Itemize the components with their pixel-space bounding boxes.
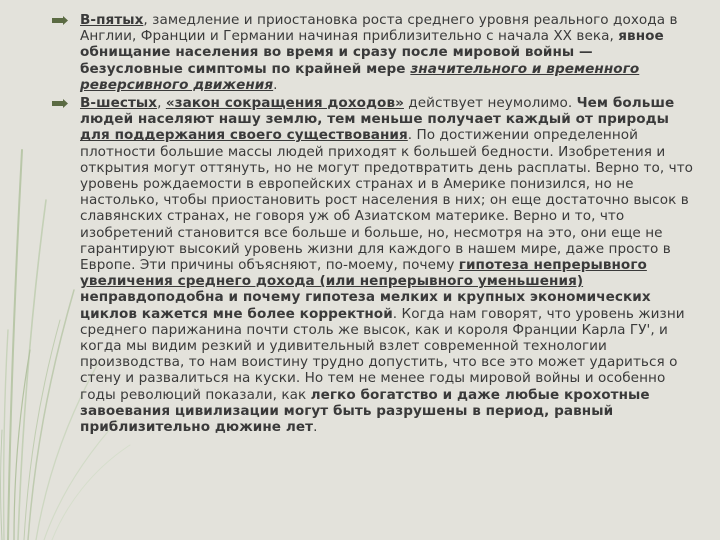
- text-run: В-пятых: [80, 12, 144, 28]
- text-run: ,: [157, 95, 166, 112]
- text-run: В-шестых: [80, 95, 158, 112]
- bullet-text: [80, 12, 678, 93]
- text-run: явное обнищание населения во время и сразу после мировой войны — безусловные симптомы по крайней мере: [80, 28, 664, 77]
- text-run: значительного и временного реверсивного движения: [80, 60, 640, 93]
- slide-body: [52, 12, 700, 437]
- text-run: . По достижении определенной плотности большие массы людей приходят к большей бедности. Изобретения и открытия могут оттянуть, но не могут предотвратить день расплаты. Верно то, что уровень рождаемости в европейских странах и в Америке понизился, но не настолько, чтобы приостановить рост населения в них; он еще достаточно высок в славянских странах, не говоря уж об Азиатском материке. Верно и то, что изобретений становится все больше и больше, но, несмотря на это, они еще не гарантируют высокий уровень жизни для каждого в нашем мире, даже просто в Европе. Эти причины объясняют, по-моему, почему: [80, 127, 694, 274]
- text-run: , замедление и приостановка роста среднего уровня реального дохода в Англии, Франции и Германии начиная приблизительно с начала XX века,: [80, 12, 678, 45]
- text-run: гипотеза непрерывного увеличения среднего дохода (или непрерывного уменьшения): [80, 257, 647, 290]
- bullet-text: [80, 95, 693, 435]
- pencil-icon: [52, 98, 68, 109]
- text-run: . Когда нам говорят, что уровень жизни среднего парижанина почти столь же высок, как и короля Франции Карла ГУ', и когда мы видим резкий и удивительный взлет современной технологии производства, то нам воистину трудно допустить, что все это может удариться о стену и развалиться на куски. Но тем не менее годы мировой войны и особенно годы революций показали, как: [80, 305, 685, 403]
- text-run: легко богатство и даже любые крохотные завоевания цивилизации могут быть разрушены в период, равный приблизительно дюжине лет: [80, 386, 650, 436]
- text-run: неправдоподобна и почему гипотеза: [80, 289, 380, 306]
- text-run: .: [313, 419, 318, 436]
- pencil-icon: [52, 15, 68, 26]
- text-run: для поддержания своего существования: [80, 127, 408, 144]
- text-run: .: [273, 76, 278, 93]
- bullet-item-5: [52, 12, 700, 93]
- text-run: Чем больше людей населяют нашу землю, тем меньше получает каждый от природы: [80, 95, 675, 128]
- text-run: мелких и крупных экономических циклов кажется мне более корректной: [80, 289, 651, 322]
- bullet-item-6: [52, 95, 700, 435]
- text-run: действует неумолимо.: [403, 95, 577, 112]
- text-run: «закон сокращения доходов»: [165, 95, 404, 112]
